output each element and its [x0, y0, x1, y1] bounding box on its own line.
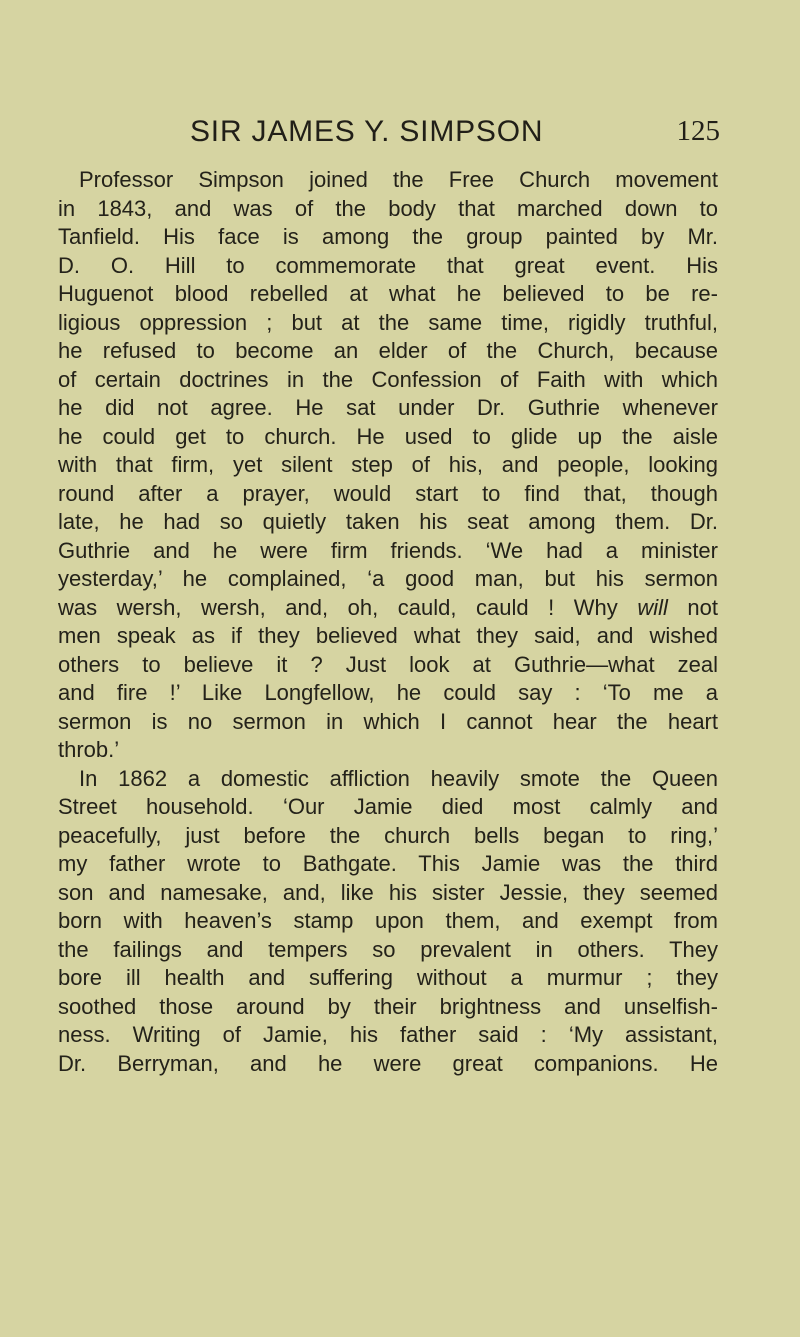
text-line: Professor Simpson joined the Free Church movement	[79, 167, 718, 192]
italic-word: will	[637, 594, 668, 620]
text-line: my father wrote to Bathgate. This Jamie was the third	[58, 851, 718, 876]
text-line: born with heaven’s stamp upon them, and exempt from	[58, 908, 718, 933]
text-line: and fire !’ Like Longfellow, he could say : ‘To me a	[58, 680, 718, 705]
text-line: soothed those around by their brightness and unselfish-	[58, 993, 718, 1019]
text-line: in 1843, and was of the body that marched down to	[58, 195, 718, 221]
text-line: D. O. Hill to commemorate that great event. His	[58, 252, 718, 278]
text-line: ligious oppression ; but at the same time, rigidly truthful,	[58, 309, 718, 335]
text-line: he could get to church. He used to glide up the aisle	[58, 423, 718, 449]
body-text	[58, 166, 718, 1078]
line-segment: not	[667, 594, 718, 620]
running-title: SIR JAMES Y. SIMPSON	[190, 115, 544, 148]
text-line: he refused to become an elder of the Church, because	[58, 338, 718, 363]
text-line: peacefully, just before the church bells began to ring,’	[58, 822, 718, 848]
text-line: the failings and tempers so prevalent in others. They	[58, 936, 718, 962]
text-line: Dr. Berryman, and he were great companions. He	[58, 1050, 718, 1076]
text-line: throb.’	[58, 737, 120, 762]
text-line: sermon is no sermon in which I cannot hear the heart	[58, 708, 718, 734]
text-line: Tanfield. His face is among the group painted by Mr.	[58, 224, 718, 249]
text-line: Guthrie and he were firm friends. ‘We had a minister	[58, 537, 718, 563]
text-line: men speak as if they believed what they said, and wished	[58, 623, 718, 648]
text-line: late, he had so quietly taken his seat among them. Dr.	[58, 509, 718, 534]
text-line: In 1862 a domestic affliction heavily smote the Queen	[79, 765, 718, 791]
line-segment: was wersh, wersh, and, oh, cauld, cauld ! Why	[58, 594, 638, 620]
text-line: Street household. ‘Our Jamie died most calmly and	[58, 794, 718, 819]
text-line: others to believe it ? Just look at Guthrie—what zeal	[58, 651, 718, 677]
text-line: bore ill health and suffering without a murmur ; they	[58, 965, 718, 990]
text-line: son and namesake, and, like his sister Jessie, they seemed	[58, 879, 718, 905]
text-line: of certain doctrines in the Confession of Faith with which	[58, 366, 718, 392]
page-number: 125	[676, 115, 720, 147]
text-line-with-emphasis	[58, 594, 718, 623]
text-line: round after a prayer, would start to find that, though	[58, 480, 718, 506]
text-line: he did not agree. He sat under Dr. Guthrie whenever	[58, 395, 718, 420]
running-head	[118, 115, 720, 155]
text-line: with that firm, yet silent step of his, and people, looking	[58, 452, 718, 477]
text-line: ness. Writing of Jamie, his father said : ‘My assistant,	[58, 1022, 718, 1047]
text-line: Huguenot blood rebelled at what he believed to be re-	[58, 281, 718, 306]
text-line: yesterday,’ he complained, ‘a good man, but his sermon	[58, 566, 718, 591]
